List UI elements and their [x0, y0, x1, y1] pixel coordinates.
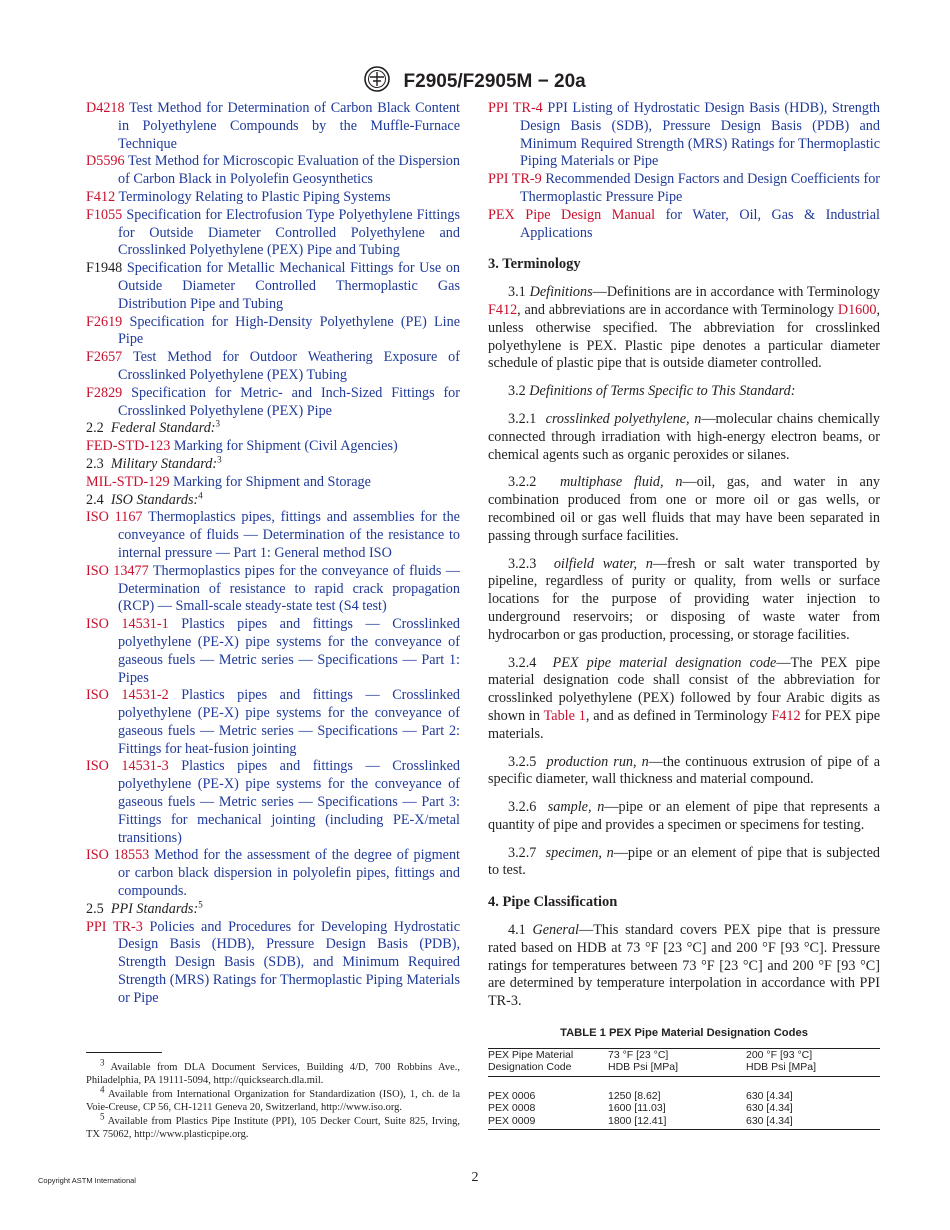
document-designation: F2905/F2905M − 20a	[403, 71, 586, 93]
ref-code-link[interactable]: FED-STD-123	[86, 438, 171, 455]
ref-title-link[interactable]: Plastics pipes and fittings — Crosslinked polyethylene (PE-X) pipe systems for the conveyance of gaseous fuels — Metric series — Specifications — Part 3: Fittings for mechanical jointing (including PE-X/metal transitions)	[118, 758, 460, 846]
ref-code-link[interactable]: ISO 14531-1	[86, 616, 169, 633]
footnote-text: Available from International Organization for Standardization (ISO), 1, ch. de la Voie-Creuse, CP 56, CH-1211 Geneva 20, Switzerland, http://www.iso.org.	[86, 1088, 460, 1114]
definition-text: —pipe or an element of pipe that represents a quantity of pipe and provides a specimen or specimens for testing.	[488, 799, 880, 833]
ref-title-link[interactable]: Method for the assessment of the degree of pigment or carbon black dispersion in polyolefin pipes, fittings and compounds.	[118, 847, 460, 900]
table-cell: PEX 0006	[488, 1089, 536, 1102]
definition-3-2-6	[488, 799, 880, 835]
definition-number: 3.2.2	[508, 474, 537, 491]
definition-3-2-3	[488, 556, 880, 645]
military-standard-heading: 2.3 Military Standard:$^3$	[86, 454, 222, 472]
ref-title-link[interactable]: Test Method for Determination of Carbon Black Content in Polyethylene Compounds by the Muffle-Furnace Technique	[118, 100, 460, 152]
table-caption: TABLE 1 PEX Pipe Material Designation Codes	[560, 1027, 808, 1040]
ref-item	[86, 207, 460, 260]
federal-standard-heading: 2.2 Federal Standard:$^3$	[86, 418, 221, 437]
definition-number: 3.2.7	[508, 844, 537, 861]
ref-code-link[interactable]: D4218	[86, 100, 125, 116]
ref-item	[86, 314, 460, 350]
footnote-number: 3	[100, 1057, 105, 1068]
ref-item	[86, 349, 460, 385]
ref-item	[488, 207, 880, 243]
ref-title-link[interactable]: PPI Listing of Hydrostatic Design Basis (HDB), Strength Design Basis (SDB), Pressure Design Basis (PDB) and Minimum Required Strength (MRS) Ratings for Thermoplastic Piping Materials or Pipe	[520, 100, 880, 170]
table-cell: PEX 0009	[488, 1115, 608, 1130]
ref-item	[86, 919, 460, 1008]
ref-item	[86, 100, 460, 153]
footnote	[86, 1084, 460, 1115]
ref-item	[86, 385, 460, 421]
link-f412[interactable]: F412	[488, 301, 518, 318]
ref-item	[86, 260, 460, 313]
definition-text: —fresh or salt water transported by pipeline, regardless of purity or quality, from wells or surface locations for the purpose of providing water injection to underground reservoirs; or disposing of waste water from hydrocarbon or gas production, processing, or storage facilities.	[488, 555, 880, 643]
definition-3-2-5	[488, 754, 880, 790]
ref-code-link[interactable]: D5596	[86, 153, 125, 170]
ref-code-link[interactable]: F412	[86, 188, 116, 205]
ref-item	[86, 847, 460, 900]
ref-code-link[interactable]: ISO 18553	[86, 847, 150, 864]
link-d1600[interactable]: D1600	[837, 301, 877, 318]
link-f412[interactable]: F412	[771, 707, 801, 724]
ref-item	[488, 171, 880, 207]
footnote-divider	[86, 1052, 162, 1053]
table-header-row	[488, 1048, 880, 1061]
table-header-cell: 200 °F [93 °C]	[746, 1048, 880, 1061]
table-cell: 1600 [11.03]	[608, 1102, 666, 1115]
ref-item	[86, 616, 460, 687]
table-cell: 630 [4.34]	[746, 1102, 793, 1115]
ref-item	[86, 474, 460, 492]
definition-text: —molecular chains chemically connected through irradiation with high-energy electron beams, or chemical agents such as organic peroxides or silanes.	[488, 410, 880, 463]
definition-number: 3.2.1	[508, 410, 537, 427]
iso-references-list	[86, 509, 460, 901]
ref-code-link[interactable]: PEX Pipe Design Manual	[488, 206, 656, 223]
footnote-text: Available from Plastics Pipe Institute (PPI), 105 Decker Court, Suite 825, Irving, TX 75062, http://www.plasticpipe.org.	[86, 1115, 460, 1141]
left-column	[86, 100, 460, 1008]
definition-term: specimen, n	[545, 844, 614, 861]
definition-3-2-2	[488, 474, 880, 545]
table-header-cell: HDB Psi [MPa]	[746, 1061, 880, 1076]
ref-item	[86, 509, 460, 562]
ref-code-link[interactable]: F1948	[86, 260, 123, 277]
ref-code-link[interactable]: PPI TR-3	[86, 918, 143, 935]
ref-title-link[interactable]: Test Method for Outdoor Weathering Exposure of Crosslinked Polyethylene (PEX) Tubing	[118, 349, 460, 383]
ref-code-link[interactable]: ISO 13477	[86, 562, 149, 579]
footnote	[86, 1111, 460, 1142]
ref-item	[86, 563, 460, 616]
definitions-list	[488, 411, 880, 645]
definition-text: —oil, gas, and water in any combination produced from one or more oil or gas wells, or recombined oil or gas well fluids that may have been separated in passing through surface facilities.	[488, 474, 881, 544]
table-1	[488, 1027, 880, 1130]
ppi-references-list-continued	[488, 100, 880, 242]
ref-title-link[interactable]: Test Method for Microscopic Evaluation of the Dispersion of Carbon Black in Polyolefin Geosynthetics	[118, 153, 460, 188]
definition-term: crosslinked polyethylene, n	[545, 410, 702, 427]
ref-item	[86, 189, 460, 207]
ref-title-link[interactable]: Specification for Metallic Mechanical Fittings for Use on Outside Diameter Controlled Thermoplastic Gas Distribution Pipe and Tubing	[118, 260, 461, 312]
definition-text: —pipe or an element of pipe that is subjected to test.	[488, 844, 881, 879]
table-cell: 1250 [8.62]	[608, 1089, 661, 1102]
right-column	[488, 100, 880, 1130]
section-heading-terminology: 3. Terminology	[488, 256, 581, 273]
ref-title-link[interactable]: Recommended Design Factors and Design Coefficients for Thermoplastic Pressure Pipe	[520, 171, 881, 205]
ref-code-link[interactable]: F1055	[86, 206, 123, 223]
copyright-notice: Copyright ASTM International	[38, 1176, 136, 1185]
definition-number: 3.2.3	[508, 555, 537, 572]
ref-code-link[interactable]: PPI TR-9	[488, 171, 542, 188]
definition-3-2-7	[488, 845, 880, 881]
ref-item	[86, 153, 460, 189]
definition-term: production run, n	[546, 753, 649, 770]
referenced-documents-list	[86, 100, 460, 420]
definition-text: —the continuous extrusion of pipe of a specific diameter, wall thickness and material compound.	[488, 753, 880, 788]
ref-title-link[interactable]: Thermoplastics pipes for the conveyance of fluids — Determination of resistance to rapid crack propagation (RCP) — Small-scale steady-state test (S4 test)	[118, 562, 460, 615]
footnotes	[86, 1057, 461, 1141]
table-header-cell: Designation Code	[488, 1061, 608, 1076]
paragraph-4-1: 4.1 General—This standard covers PEX pipe that is pressure rated based on HDB at 73 °F [23 °C] and 200 °F [93 °C]. Pressure ratings for temperatures between 73 °F [23 °C] and 200 °F [93 °C] are determined by temperature interpolation in accordance with PPI TR-3.	[488, 922, 881, 1010]
table-cell: 630 [4.34]	[746, 1089, 793, 1102]
page-header	[0, 66, 950, 98]
definition-3-2-1	[488, 411, 880, 464]
ref-title-link[interactable]: Plastics pipes and fittings — Crosslinked polyethylene (PE-X) pipe systems for the conveyance of gaseous fuels — Metric series — Specifications — Part 1: Pipes	[118, 616, 460, 686]
ref-title-link[interactable]: Specification for Electrofusion Type Polyethylene Fittings for Outside Diameter Controlled Polyethylene and Crosslinked Polyethylene (PEX) Pipe and Tubing	[118, 206, 460, 259]
astm-logo-icon	[364, 66, 390, 98]
ref-code-link[interactable]: F2619	[86, 313, 123, 330]
table-row	[488, 1102, 880, 1115]
footnote-number: 5	[100, 1111, 105, 1122]
ref-item	[86, 758, 460, 847]
ref-code-link[interactable]: ISO 14531-2	[86, 687, 169, 704]
ref-title-link[interactable]: Specification for High-Density Polyethylene (PE) Line Pipe	[118, 313, 460, 348]
section-heading-pipe-classification: 4. Pipe Classification	[488, 894, 618, 911]
table-header-row	[488, 1061, 880, 1076]
ref-title-link[interactable]: for Water, Oil, Gas & Industrial Applications	[520, 206, 880, 241]
ref-title-link[interactable]: Terminology Relating to Plastic Piping Systems	[118, 188, 391, 205]
table-cell: 630 [4.34]	[746, 1115, 880, 1130]
definition-term: multiphase fluid, n	[559, 474, 683, 491]
iso-standards-heading: 2.4 ISO Standards:$^4$	[86, 489, 203, 508]
definitions-list-continued	[488, 754, 880, 881]
ref-title-link[interactable]: Marking for Shipment and Storage	[173, 473, 371, 490]
table-row	[488, 1076, 880, 1102]
ref-code-link[interactable]: ISO 14531-3	[86, 758, 169, 775]
definition-number: 3.2.6	[508, 799, 537, 816]
paragraph-3-2: 3.2 Definitions of Terms Specific to This Standard:	[508, 383, 796, 400]
page-number: 2	[471, 1170, 479, 1185]
table-header-cell: 73 °F [23 °C]	[608, 1048, 746, 1061]
ref-code-link[interactable]: F2657	[86, 349, 123, 366]
definition-number: 3.2.5	[508, 753, 537, 770]
table-header-cell: PEX Pipe Material	[488, 1048, 608, 1061]
link-table-1[interactable]: Table 1	[543, 707, 586, 724]
ref-title-link[interactable]: Thermoplastics pipes, fittings and assemblies for the conveyance of fluids — Determination of the resistance to internal pressure — Part 1: General method ISO	[118, 509, 460, 561]
ref-code-link[interactable]: PPI TR-4	[488, 100, 543, 116]
definition-term: oilfield water, n	[553, 555, 653, 572]
table-cell: 1800 [12.41]	[608, 1115, 746, 1130]
definition-term: sample, n	[547, 799, 605, 816]
ref-title-link[interactable]: Marking for Shipment (Civil Agencies)	[173, 438, 398, 455]
paragraph-3-2-4: 3.2.4 PEX pipe material designation code—The PEX pipe material designation code shall consist of the abbreviation for crosslinked polyethylene (PEX) followed by four Arabic digits as shown in Table 1, and as defined in Terminology F412 for PEX pipe materials.	[488, 654, 880, 742]
footnote	[86, 1057, 461, 1088]
footnote-number: 4	[100, 1084, 105, 1095]
ppi-references-list	[86, 919, 460, 1008]
footnote-text: Available from DLA Document Services, Building 4/D, 700 Robbins Ave., Philadelphia, PA 19111-5094, http://quicksearch.dla.mil.	[86, 1062, 461, 1087]
ref-item	[86, 687, 460, 758]
table-row	[488, 1115, 880, 1130]
ref-code-link[interactable]: MIL-STD-129	[86, 473, 170, 490]
ppi-standards-heading: 2.5 PPI Standards:$^5$	[86, 899, 203, 917]
ref-title-link[interactable]: Policies and Procedures for Developing Hydrostatic Design Basis (HDB), Pressure Design Basis (PDB), Strength Design Basis (SDB), and Minimum Required Strength (MRS) Ratings for Thermoplastic Piping Materials or Pipe	[118, 918, 460, 1006]
designation-codes-table	[488, 1048, 880, 1131]
table-cell: PEX 0008	[488, 1102, 536, 1115]
ref-title-link[interactable]: Plastics pipes and fittings — Crosslinked polyethylene (PE-X) pipe systems for the conveyance of gaseous fuels — Metric series — Specifications — Part 2: Fittings for heat-fusion jointing	[118, 687, 460, 757]
ref-code-link[interactable]: F2829	[86, 384, 123, 401]
paragraph-3-1: 3.1 Definitions—Definitions are in accordance with Terminology F412, and abbreviations are in accordance with Terminology D1600, unless otherwise specified. The abbreviation for crosslinked polyethylene is PEX. Plastic pipe denotes a particular diameter schedule of plastic pipe that is outside diameter controlled.	[488, 284, 881, 372]
ref-item	[86, 438, 460, 456]
ref-code-link[interactable]: ISO 1167	[86, 509, 143, 526]
table-header-cell: HDB Psi [MPa]	[608, 1061, 746, 1076]
ref-title-link[interactable]: Specification for Metric- and Inch-Sized Fittings for Crosslinked Polyethylene (PEX) Pipe	[118, 384, 460, 419]
ref-item	[488, 100, 880, 171]
